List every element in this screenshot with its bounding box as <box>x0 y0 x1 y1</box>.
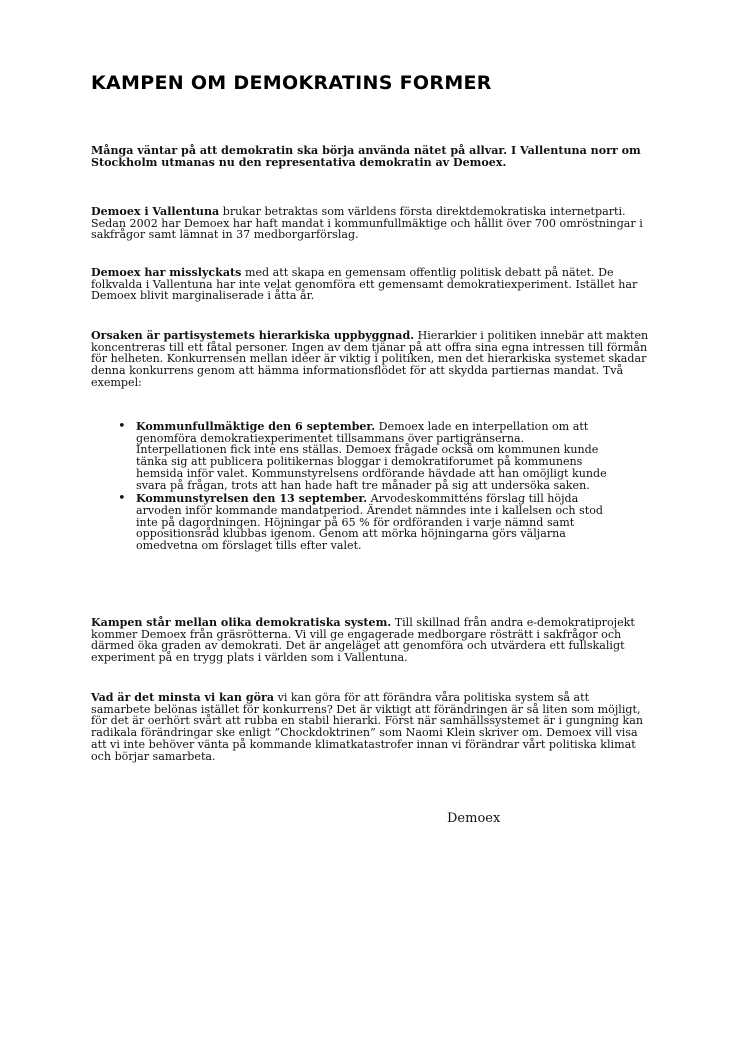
paragraph-minsta <box>91 692 651 762</box>
paragraph-lead: Demoex har misslyckats <box>91 266 242 279</box>
paragraph-kampen <box>91 617 651 664</box>
example-list <box>118 419 610 553</box>
bullet-marker: • <box>118 419 126 434</box>
list-item <box>118 491 610 553</box>
list-item-lead: Kommunstyrelsen den 13 september. <box>136 492 368 506</box>
paragraph-demoex-vallentuna <box>91 206 651 241</box>
paragraph-text: med att skapa en gemensam offentlig politisk debatt på nätet. De folkvalda i Vallentuna har inte velat genomföra ett gemensamt demokratiexperiment. Istället har Demoex blivit marginaliserade i åtta år. <box>91 266 638 303</box>
paragraph-lead: Demoex i Vallentuna <box>91 205 220 218</box>
paragraph-misslyckats <box>91 267 651 302</box>
list-item-lead: Kommunfullmäktige den 6 september. <box>136 420 376 433</box>
intro-paragraph: Många väntar på att demokratin ska börja använda nätet på allvar. I Vallentuna norr om Stockholm utmanas nu den representativa demokratin av Demoex. <box>91 144 641 169</box>
paragraph-lead: Orsaken är partisystemets hierarkiska uppbyggnad. <box>91 329 415 342</box>
paragraph-lead: Vad är det minsta vi kan göra <box>91 691 275 704</box>
paragraph-lead: Kampen står mellan olika demokratiska system. <box>91 616 392 629</box>
list-item-text: Arvodeskommitténs förslag till höjda arvoden inför kommande mandatperiod. Ärendet nämndes inte i kallelsen och stod inte på dagordningen. Höjningar på 65 % för ordföranden i varje nämnd samt oppositionsråd klubbas igenom. Genom att mörka höjningarna görs väljarna omedvetna om förslaget tills efter valet. <box>136 492 603 553</box>
bullet-marker: • <box>118 491 126 507</box>
list-item <box>118 419 610 492</box>
paragraph-orsaken <box>91 330 651 389</box>
signature: Demoex <box>447 811 501 826</box>
paragraph-text: vi kan göra för att förändra våra politiska system så att samarbete belönas istället för konkurrens? Det är viktigt att förändringen är så liten som möjligt, för det är oerhört svårt att rubba en stabil hierarki. Först när samhällssystemet är i gungning kan radikala förändringar ske enligt ”Chockdoktrinen” som Naomi Klein skriver om. Demoex vill visa att vi inte behöver vänta på kommande klimatkatastrofer innan vi förändrar vårt politiska klimat och börjar samarbeta. <box>91 691 644 763</box>
page-title: KAMPEN OM DEMOKRATINS FORMER <box>91 72 492 94</box>
paragraph-text: Hierarkier i politiken innebär att makten koncentreras till ett fåtal personer. Ingen av dem tjänar på att offra sina egna intressen till förmån för helheten. Konkurrensen mellan idéer är viktig i politiken, men det hierarkiska systemet skadar denna konkurrens genom att hämma informationsflödet för att skydda partiernas mandat. Två exempel: <box>91 329 649 389</box>
paragraph-text: brukar betraktas som världens första direktdemokratiska internetparti. Sedan 2002 har Demoex har haft mandat i kommunfullmäktige och hållit över 700 omröstningar i sakfrågor samt lämnat in 37 medborgarförslag. <box>91 205 643 242</box>
list-item-text: Demoex lade en interpellation om att genomföra demokratiexperimentet tillsammans över partigränserna. Interpellationen fick inte ens ställas. Demoex frågade också om kommunen kunde tänka sig att publicera politikernas bloggar i demokratiforumet på kommunens hemsida inför valet. Kommunstyrelsens ordförande hävdade att han omöjligt kunde svara på frågan, trots att han hade haft tre månader på sig att undersöka saken. <box>136 420 607 492</box>
paragraph-text: Till skillnad från andra e-demokratiprojekt kommer Demoex från gräsrötterna. Vi vill ge engagerade medborgare rösträtt i sakfrågor och därmed öka graden av demokrati. Det är angeläget att genomföra och utvärdera ett fullskaligt experiment på en trygg plats i världen som i Vallentuna. <box>91 616 635 665</box>
